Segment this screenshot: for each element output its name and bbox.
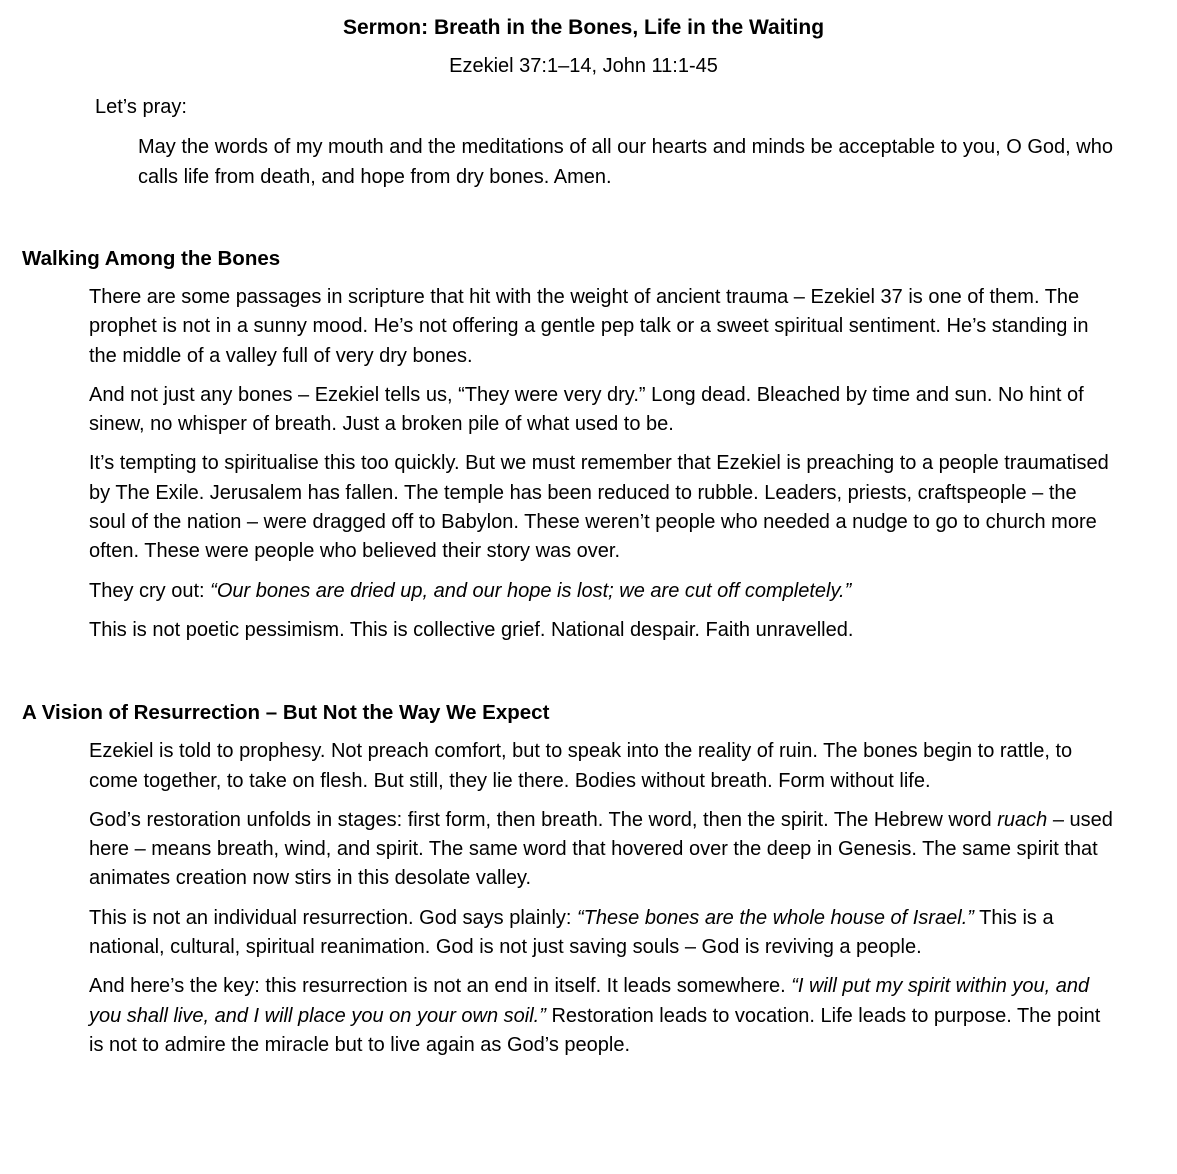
paragraph-text: And not just any bones – Ezekiel tells us, “They were very dry.” Long dead. Bleached by time and sun. No hint of sinew, no whisper of breath. Just a broken pile of what used to be. xyxy=(89,383,1084,436)
body-paragraph xyxy=(22,972,1145,1060)
section-heading: A Vision of Resurrection – But Not the Way We Expect xyxy=(22,701,550,725)
paragraph-text: This is not an individual resurrection. God says plainly: xyxy=(89,906,578,929)
body-paragraph xyxy=(22,737,1145,796)
paragraph-text: There are some passages in scripture that hit with the weight of ancient trauma – Ezekiel 37 is one of them. The prophet is not in a sunny mood. He’s not offering a gentle pep talk or a sweet spiritual sentiment. He’s standing in the middle of a valley full of very dry bones. xyxy=(89,286,1089,367)
quoted-italic-text: “I will put my spirit within you, and you shall live, and I will place you on your own soil.” xyxy=(89,975,1090,1027)
sermon-section xyxy=(22,244,1145,645)
quoted-italic-text: “Our bones are dried up, and our hope is lost; we are cut off completely.” xyxy=(210,579,852,602)
body-paragraph xyxy=(22,283,1145,371)
paragraph-text: Restoration leads to vocation. Life leads to purpose. The point is not to admire the miracle but to live again as God’s people. xyxy=(89,1004,1101,1056)
sermon-body xyxy=(22,244,1145,1060)
section-heading: Walking Among the Bones xyxy=(22,247,281,270)
body-paragraph xyxy=(22,381,1145,440)
paragraph-text: This is a national, cultural, spiritual reanimation. God is not just saving souls – God is reviving a people. xyxy=(89,906,1054,959)
paragraph-text: And here’s the key: this resurrection is not an end in itself. It leads somewhere. xyxy=(89,975,792,998)
paragraph-text: This is not poetic pessimism. This is collective grief. National despair. Faith unravelled. xyxy=(89,618,854,641)
paragraph-text: It’s tempting to spiritualise this too quickly. But we must remember that Ezekiel is preaching to a people traumatised by The Exile. Jerusalem has fallen. The temple has been reduced to rubble. Leaders, priests, craftspeople – the soul of the nation – were dragged off to Babylon. These weren’t people who needed a nudge to go to church more often. These were people who believed their story was over. xyxy=(89,452,1109,563)
body-paragraph xyxy=(22,904,1145,963)
body-paragraph xyxy=(22,616,1145,645)
paragraph-text: Ezekiel is told to prophesy. Not preach comfort, but to speak into the reality of ruin. The bones begin to rattle, to come together, to take on flesh. But still, they lie there. Bodies without breath. Form without life. xyxy=(89,740,1073,792)
body-paragraph xyxy=(22,806,1145,894)
paragraph-text: God’s restoration unfolds in stages: first form, then breath. The word, then the spirit. The Hebrew word xyxy=(89,808,998,831)
prayer-text: May the words of my mouth and the meditations of all our hearts and minds be acceptable to you, O God, who calls life from death, and hope from dry bones. Amen. xyxy=(138,136,1113,188)
sermon-section xyxy=(22,698,1145,1060)
paragraph-text: – used here – means breath, wind, and spirit. The same word that hovered over the deep in Genesis. The same spirit that animates creation now stirs in this desolate valley. xyxy=(89,808,1113,890)
paragraph-text: They cry out: xyxy=(89,579,211,602)
body-paragraph xyxy=(22,577,1145,606)
body-paragraph xyxy=(22,449,1145,566)
prayer-intro: Let’s pray: xyxy=(95,96,187,118)
scripture-reference: Ezekiel 37:1–14, John 11:1-45 xyxy=(449,55,718,77)
page-title: Sermon: Breath in the Bones, Life in the Waiting xyxy=(342,16,825,39)
quoted-italic-text: ruach xyxy=(997,808,1048,831)
quoted-italic-text: “These bones are the whole house of Israel.” xyxy=(577,906,974,929)
